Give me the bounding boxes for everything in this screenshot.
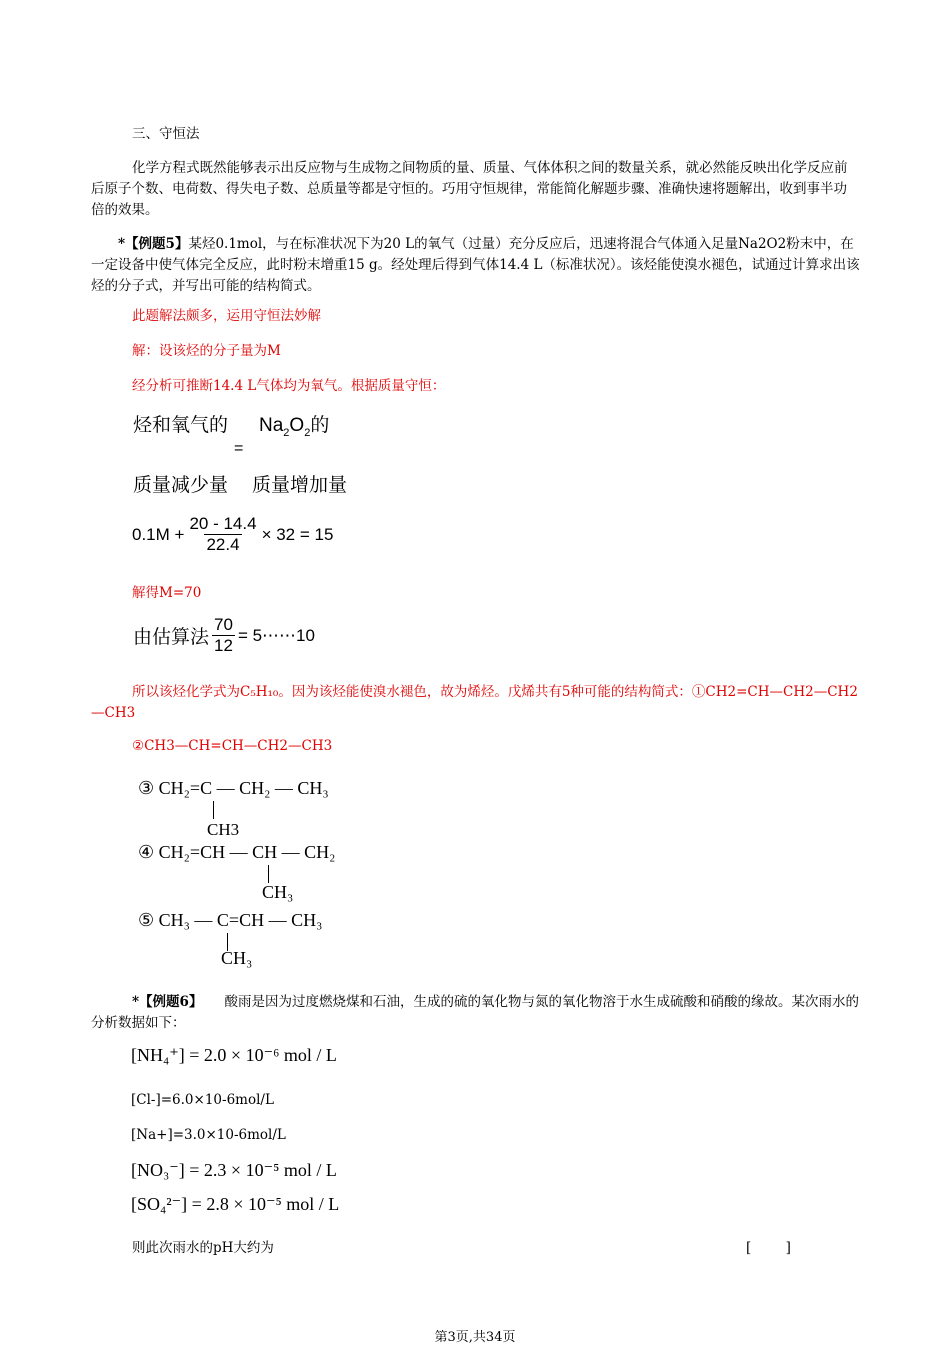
isomer-3-branch: CH3 [207, 820, 240, 839]
isomer-5: ⑤ CH₃ — C=CH — CH₃ [138, 910, 323, 930]
calc-equation: 0.1M + $\frac{20 - 14.4}{22.4}$ × 32 = 15 [132, 514, 334, 554]
isomer-2: ②CH3—CH=CH—CH2—CH3 [132, 738, 333, 754]
eq-left-bottom: 质量减少量 [133, 475, 229, 496]
nh4-concentration: [NH₄⁺] = 2.0 × 10⁻⁶ mol / L [131, 1045, 337, 1065]
page-number: 第3页,共34页 [434, 1330, 516, 1345]
isomer-4-bond [268, 865, 269, 883]
estimate-equation: 由估算法 $\frac{70}{12}$ = 5⋯⋯10 [133, 615, 315, 655]
isomer-3: ③ CH₂=C — CH₂ — CH₃ [138, 778, 329, 798]
example6-marker: *【例题6】 [132, 994, 203, 1010]
isomer-4-branch: CH₃ [262, 882, 294, 902]
no3-concentration: [NO₃⁻] = 2.3 × 10⁻⁵ mol / L [131, 1160, 337, 1180]
example5-marker: *【例题5】 [118, 236, 189, 252]
so4-concentration: [SO₄²⁻] = 2.8 × 10⁻⁵ mol / L [131, 1194, 340, 1214]
result-line: 解得M=70 [132, 585, 202, 601]
isomer-5-branch: CH₃ [221, 948, 253, 968]
question-line: 则此次雨水的pH大约为 [132, 1240, 274, 1256]
eq-right-top: $Na_2O_2$的 [259, 415, 330, 439]
solution-step2: 经分析可推断14.4 L气体均为氧气。根据质量守恒： [132, 378, 446, 394]
isomer-4: ④ CH₂=CH — CH — CH₂ [138, 842, 336, 862]
example6-paragraph [91, 992, 863, 1034]
example6-text: 酸雨是因为过度燃烧煤和石油，生成的硫的氧化物与氮的氧化物溶于水生成硫酸和硝酸的缘故。某次雨水的分析数据如下： [91, 994, 859, 1031]
intro-paragraph: 化学方程式既然能够表示出反应物与生成物之间物质的量、质量、气体体积之间的数量关系，就必然能反映出化学反应前后原子个数、电荷数、得失电子数、总质量等都是守恒的。巧用守恒规律，常能简化解题步骤、准确快速将题解出，收到事半功倍的效果。 [91, 160, 848, 218]
solution-step1: 解：设该烃的分子量为M [132, 343, 281, 359]
solution-note: 此题解法颇多，运用守恒法妙解 [132, 308, 321, 324]
eq-equals: = [234, 440, 244, 457]
section-heading: 三、守恒法 [132, 126, 200, 142]
eq-right-bottom: 质量增加量 [252, 475, 348, 496]
isomer-3-bond [213, 801, 214, 819]
answer-blank: [ ] [746, 1240, 791, 1256]
example5-text: 某烃0.1mol，与在标准状况下为20 L的氧气（过量）充分反应后，迅速将混合气体通入足量Na2O2粉末中，在一定设备中使气体完全反应，此时粉末增重15 g。经处理后得到气体14.4 L（标准状况）。该烃能使溴水褪色，试通过计算求出该烃的分子式，并写出可能的结构简式。 [91, 236, 860, 294]
cl-concentration: [Cl-]=6.0×10-6mol/L [131, 1092, 274, 1108]
na-concentration: [Na+]=3.0×10-6mol/L [131, 1127, 286, 1143]
conclusion-paragraph: 所以该烃化学式为C₅H₁₀。因为该烃能使溴水褪色，故为烯烃。戊烯共有5种可能的结构简式：①CH2=CH—CH2—CH2—CH3 [91, 684, 858, 721]
example5-paragraph [91, 234, 860, 297]
eq-left-top: 烃和氧气的 [133, 415, 229, 436]
